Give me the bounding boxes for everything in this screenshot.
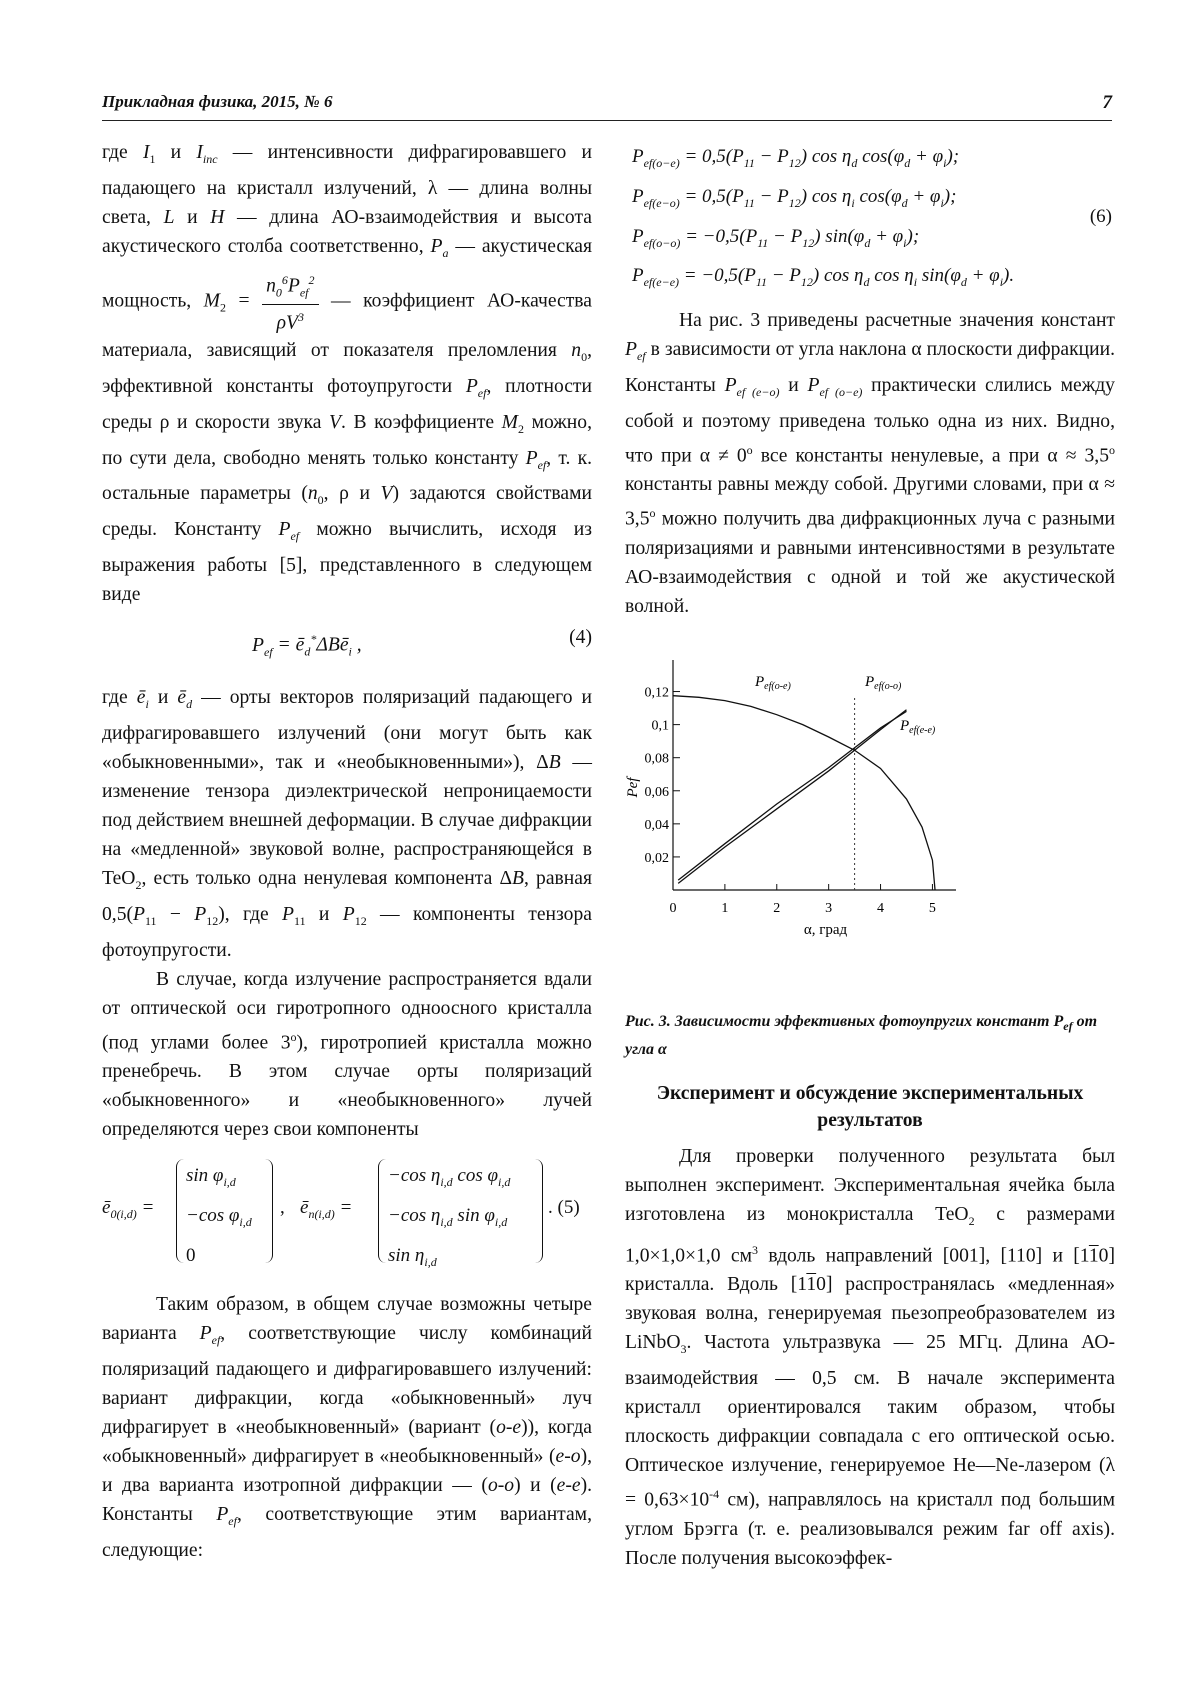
x-axis-label: α, град: [803, 922, 848, 938]
paragraph-variants: Таким образом, в общем случае возможны четыре варианта $P_{ef}$, соответствующие числу комбинаций поляризаций падающего и дифрагировавшего излучений: вариант дифракции, когда «обыкновенный» луч дифрагирует в «необыкновенный» (вариант (o-e)), когда «обыкновенный» дифрагирует в «необыкновенный» (e-o), и два варианта изотропной дифракции — (o-o) и (e-e). Константы $P_{ef}$, соответствующие этим вариантам, следующие:: [102, 1294, 592, 1561]
m2-fraction: $\frac{n_0^6P_{ef}^2}{\rho V^3}$: [262, 268, 318, 336]
paragraph-fig3-discussion: На рис. 3 приведены расчетные значения констант $P_{ef}$ в зависимости от угла наклона α плоскости дифракции. Константы $P_{ef (e-o)}$ и $P_{ef (o-e)}$ практически слились между собой и поэтому приведена только одна из них. Видно, что при $\alpha \ne 0^o$ все константы ненулевые, а при $\alpha \approx 3,5^o$ константы равны между собой. Другими словами, при $\alpha \approx 3,5^o$ можно получить два дифракционных луча с разными поляризациями и равными интенсивностями в результате АО-взаимодействия с одной и той же акустической волной.: [625, 310, 1115, 617]
x-tick-label: 3: [825, 901, 833, 916]
paragraph-gyrotropy: В случае, когда излучение распространяется вдали от оптической оси гиротропного одноосного кристалла (под углами более 3$^o$), гиротропией кристалла можно пренебречь. В этом случае орты поляризаций «обыкновенного» и «необыкновенного» лучей определяются через свои компоненты: [102, 968, 592, 1141]
y-tick-label: 0,02: [644, 850, 669, 866]
right-column-bottom: [625, 1142, 1115, 1573]
label-oo: $P_{ef(o-o)}$: [865, 674, 902, 692]
y-tick-label: 0,04: [644, 817, 669, 833]
right-column-text: [625, 306, 1115, 621]
running-header: [102, 92, 1112, 121]
figure-3-chart: [625, 660, 1115, 1000]
equation-4: $P_{ef}$ = $ē_d^*\Delta Bē_i$ , (4): [252, 627, 592, 659]
page-number: 7: [1102, 92, 1112, 113]
x-tick-label: 0: [669, 901, 677, 916]
series-line-0: [673, 696, 935, 890]
x-tick-label: 5: [928, 901, 936, 916]
section-heading: Эксперимент и обсуждение экспериментальных результатов: [656, 1083, 1084, 1131]
equation-5: $ē_{0(i,d)}$ = $\sin \varphi_{i,d}$ −cos $\varphi_{i,d}$ 0 , $ē_{n(i,d)}$ = −cos $\eta_{i,d}$ $\cos \varphi_{i,d}$ −cos $\eta_{i,d}$ $\sin \varphi_{i,d}$ $\sin \eta_{i,d}$ . (5): [102, 1155, 592, 1265]
paragraph-intro: где $I_1$ и $I_{inc}$ — интенсивности дифрагировавшего и падающего на кристалл излучений, λ — длина волны света, L и H — длина АО-взаимодействия и высота акустического столба соответственно, $P_a$ — акустическая мощность, $M_2$ = $\frac{n_0^6P_{ef}^2}{\rho V^3}$ — коэффициент АО-качества материала, зависящий от показателя преломления $n_0$, эффективной константы фотоупругости $P_{ef}$, плотности среды ρ и скорости звука V. В коэффициенте $M_2$ можно, по сути дела, свободно менять только константу $P_{ef}$, т. к. остальные параметры ($n_0$, ρ и V) задаются свойствами среды. Константу $P_{ef}$ можно вычислить, исходя из выражения работы [5], представленного в следующем виде: [102, 142, 593, 606]
y-tick-label: 0,08: [644, 751, 669, 767]
figure-caption: Рис. 3. Зависимости эффективных фотоупругих констант $P_{ef}$ от угла α: [625, 1013, 1098, 1059]
label-oe: $P_{ef(o-e)}$: [755, 674, 791, 692]
x-tick-label: 2: [773, 901, 781, 916]
left-column-bottom: [102, 1290, 592, 1565]
journal-title: Прикладная физика, 2015, № 6: [102, 92, 333, 111]
y-axis-label: Pef: [625, 777, 641, 798]
y-tick-label: 0,06: [644, 784, 669, 800]
y-tick-label: 0,12: [644, 685, 669, 701]
paragraph-experiment: Для проверки полученного результата был выполнен эксперимент. Экспериментальная ячейка была изготовлена из монокристалла TeO$_2$ с размерами 1,0×1,0×1,0 $см^3$ вдоль направлений [001], [110] и [110] кристалла. Вдоль [110] распространялась «медленная» звуковая волна, генерируемая пьезопреобразователем из LiNbO$_3$. Частота ультразвука — 25 МГц. Длина АО-взаимодействия — 0,5 см. В начале эксперимента кристалл ориентировался таким образом, чтобы плоскость дифракции совпадала с его оптической осью. Оптическое излучение, генерируемое He—Ne-лазером ($\lambda = 0,63\times 10^{-4}$ см), направлялось на кристалл под большим углом Брэгга (т. е. реализовывался режим far off axis). После получения высокоэффек-: [625, 1146, 1116, 1569]
label-ee: $P_{ef(e-e)}$: [900, 718, 936, 736]
series-line-1: [678, 710, 906, 884]
paragraph-orts: где $ē_i$ и $ē_d$ — орты векторов поляризаций падающего и дифрагировавшего излучений (они могут быть как «обыкновенными», так и «необыкновенными»), ΔB — изменение тензора диэлектрической непроницаемости под действием внешней деформации. В случае дифракции на «медленной» звуковой волне, распространяющейся в TeO$_2$, есть только одна ненулевая компонента ΔB, равная $0,5(P_{11} - P_{12})$, где $P_{11}$ и $P_{12}$ — компоненты тензора фотоупругости.: [102, 687, 593, 961]
x-tick-label: 4: [877, 901, 885, 916]
x-tick-label: 1: [721, 901, 729, 916]
y-tick-label: 0,1: [651, 718, 669, 734]
equation-6: $P_{ef(o-e)} = 0,5(P_{11} - P_{12})$ $\cos \eta_d$ $\cos(\varphi_d + \varphi_i)$; $P_{ef(e-o)} = 0,5(P_{11} - P_{12})$ $\cos \eta_i$ $\cos(\varphi_d + \varphi_i)$; $P_{ef(o-o)} = -0,5(P_{11} - P_{12}) \sin(\varphi_d + \varphi_i)$; $P_{ef(e-e)} = -0,5(P_{11} - P_{12})$ $\cos \eta_d$ $\cos \eta_i$ $\sin(\varphi_d + \varphi_i)$. (6): [632, 146, 1112, 290]
left-column: [102, 138, 592, 1144]
